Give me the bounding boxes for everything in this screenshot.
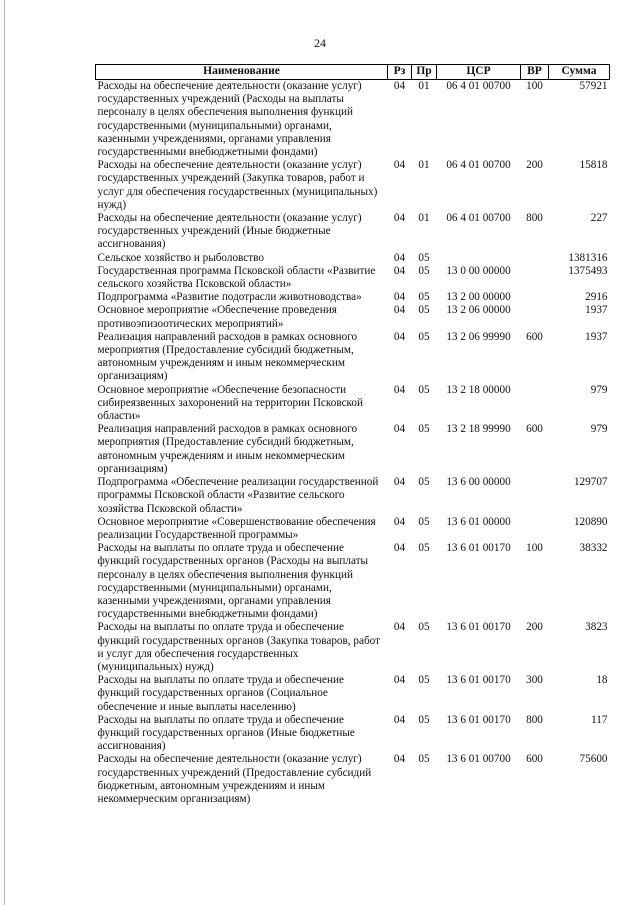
- row-vr: [521, 265, 549, 291]
- header-name: Наименование: [96, 65, 388, 80]
- table-row: [96, 304, 610, 330]
- header-pr: Пр: [412, 65, 437, 80]
- row-csr: 13 2 18 00000: [446, 383, 511, 396]
- row-name: Расходы на обеспечение деятельности (оказание услуг) государственных учреждений (Предоставление субсидий бюджетным, автономным учреждениям и иным некоммерческим организациям): [97, 753, 372, 805]
- row-pr: 05: [418, 674, 430, 687]
- row-rz: 04: [393, 542, 406, 555]
- row-sum: 2916: [585, 291, 608, 304]
- row-name: Расходы на выплаты по оплате труда и обеспечение функций государственных органов (Закупка товаров, работ и услуг для обеспечения государственных (муниципальных) нужд): [97, 621, 380, 673]
- row-sum: 979: [590, 383, 608, 396]
- row-name: Расходы на выплаты по оплате труда и обеспечение функций государственных органов (Социальное обеспечение и иные выплаты населению): [97, 674, 344, 713]
- row-vr: 100: [526, 542, 543, 555]
- row-csr: 13 6 01 00700: [446, 753, 511, 766]
- row-pr: 01: [418, 159, 430, 172]
- table-row: [96, 542, 610, 621]
- row-sum: 227: [590, 212, 608, 225]
- row-name: Подпрограмма «Развитие подотрасли животноводства»: [97, 291, 362, 304]
- row-vr: [521, 384, 549, 424]
- row-pr: 05: [418, 304, 430, 317]
- row-rz: 04: [393, 621, 406, 634]
- row-name: Сельское хозяйство и рыболовство: [97, 251, 264, 264]
- table-row: [96, 212, 610, 252]
- row-name: Реализация направлений расходов в рамках основного мероприятия (Предоставление субсидий бюджетным, автономным учреждениям и иным некоммерческим организациям): [97, 330, 358, 383]
- row-rz: 04: [393, 713, 406, 726]
- row-csr: 13 2 18 99990: [446, 423, 511, 436]
- row-sum: 1937: [585, 330, 608, 343]
- row-name: Основное мероприятие «Обеспечение проведения противоэпизоотических мероприятий»: [97, 304, 337, 330]
- row-pr: 05: [418, 621, 430, 634]
- row-sum: 979: [590, 423, 608, 436]
- row-pr: 05: [418, 753, 430, 766]
- table-row: [96, 476, 610, 516]
- row-rz: 04: [393, 251, 406, 264]
- row-pr: 05: [418, 515, 430, 528]
- table-row: [96, 80, 610, 160]
- row-csr: 13 6 00 00000: [446, 476, 511, 489]
- row-pr: 05: [418, 330, 430, 343]
- header-sum: Сумма: [549, 65, 610, 80]
- header-vr: ВР: [521, 65, 549, 80]
- row-name: Реализация направлений расходов в рамках основного мероприятия (Предоставление субсидий бюджетным, автономным учреждениям и иным некоммерческим организациям): [97, 423, 358, 475]
- table-row: [96, 384, 610, 424]
- table-row: [96, 159, 610, 212]
- row-rz: 04: [393, 264, 406, 277]
- row-vr: [521, 252, 549, 265]
- row-csr: 13 6 01 00170: [446, 713, 511, 726]
- row-rz: 04: [393, 212, 406, 225]
- row-pr: 05: [418, 476, 430, 489]
- row-csr: 13 6 01 00170: [446, 621, 511, 634]
- header-rz: Рз: [388, 65, 412, 80]
- row-csr: [437, 252, 521, 265]
- row-rz: 04: [393, 330, 406, 343]
- table-row: [96, 331, 610, 384]
- row-name: Расходы на выплаты по оплате труда и обеспечение функций государственных органов (Расходы на выплаты персоналу в целях обеспечения выполнения функций государственными (муниципальными) органами, казенными учреждениями, органами управления государственными внебюджетными фондами): [97, 542, 369, 621]
- budget-table: [95, 64, 610, 806]
- row-vr: 600: [526, 423, 543, 436]
- row-rz: 04: [393, 383, 406, 396]
- row-csr: 13 0 00 00000: [446, 264, 511, 277]
- row-csr: 06 4 01 00700: [446, 212, 511, 225]
- row-pr: 01: [418, 212, 430, 225]
- row-pr: 05: [418, 383, 430, 396]
- row-vr: 800: [526, 212, 543, 225]
- row-name: Расходы на обеспечение деятельности (оказание услуг) государственных учреждений (Расходы на выплаты персоналу в целях обеспечения выполнения функций государственными (муниципальными) органами, казенными учреждениями, органами управления государственными внебюджетными фондами): [97, 80, 362, 159]
- scan-edge-line: [4, 0, 5, 905]
- row-vr: 600: [526, 330, 543, 343]
- row-csr: 13 6 01 00170: [446, 674, 511, 687]
- table-row: [96, 252, 610, 265]
- row-vr: [521, 516, 549, 542]
- row-vr: [521, 476, 549, 516]
- row-sum: 57921: [579, 80, 608, 92]
- row-csr: 06 4 01 00700: [446, 159, 511, 172]
- row-csr: 13 2 00 00000: [446, 291, 511, 304]
- row-vr: 200: [526, 621, 543, 634]
- row-name: Расходы на обеспечение деятельности (оказание услуг) государственных учреждений (Иные бюджетные ассигнования): [97, 212, 362, 251]
- row-sum: 120890: [573, 515, 608, 528]
- row-name: Расходы на обеспечение деятельности (оказание услуг) государственных учреждений (Закупка товаров, работ и услуг для обеспечения государственных (муниципальных) нужд): [97, 159, 378, 211]
- row-vr: 600: [526, 753, 543, 766]
- row-vr: 200: [526, 159, 543, 172]
- table-row: [96, 753, 610, 806]
- row-csr: 13 2 06 00000: [446, 304, 511, 317]
- row-rz: 04: [393, 515, 406, 528]
- row-csr: 06 4 01 00700: [446, 80, 511, 92]
- table-row: [96, 265, 610, 291]
- row-pr: 05: [418, 713, 430, 726]
- row-sum: 3823: [585, 621, 608, 634]
- row-rz: 04: [393, 476, 406, 489]
- row-sum: 117: [591, 713, 608, 726]
- row-vr: 100: [526, 80, 543, 92]
- table-row: [96, 291, 610, 304]
- table-row: [96, 674, 610, 714]
- row-vr: [521, 291, 549, 304]
- row-rz: 04: [393, 80, 406, 92]
- row-sum: 1381316: [568, 251, 608, 264]
- table-header-row: [96, 65, 610, 80]
- row-csr: 13 6 01 00000: [446, 515, 511, 528]
- row-sum: 15818: [579, 159, 608, 172]
- row-name: Расходы на выплаты по оплате труда и обеспечение функций государственных органов (Иные бюджетные ассигнования): [97, 713, 355, 753]
- row-pr: 01: [418, 80, 430, 92]
- table-row: [96, 621, 610, 674]
- row-pr: 05: [418, 291, 430, 304]
- row-csr: 13 2 06 99990: [446, 330, 511, 343]
- row-pr: 05: [418, 264, 430, 277]
- row-name: Государственная программа Псковской области «Развитие сельского хозяйства Псковской области»: [97, 264, 376, 291]
- row-name: Основное мероприятие «Обеспечение безопасности сибиреязвенных захоронений на территории Псковской области»: [97, 383, 363, 423]
- table-row: [96, 516, 610, 542]
- row-sum: 1375493: [568, 264, 608, 277]
- row-rz: 04: [393, 423, 406, 436]
- row-rz: 04: [393, 291, 406, 304]
- header-csr: ЦСР: [437, 65, 521, 80]
- row-rz: 04: [393, 304, 406, 317]
- row-name: Основное мероприятие «Совершенствование обеспечения реализации Государственной программы»: [97, 515, 376, 541]
- row-vr: 800: [526, 713, 543, 726]
- row-name: Подпрограмма «Обеспечение реализации государственной программы Псковской области «Развитие сельского хозяйства Псковской области»: [97, 476, 379, 515]
- table-body: [96, 80, 610, 807]
- row-pr: 05: [418, 542, 430, 555]
- row-sum: 75600: [579, 753, 608, 766]
- row-pr: 05: [418, 423, 430, 436]
- row-rz: 04: [393, 159, 406, 172]
- table-row: [96, 423, 610, 476]
- row-pr: 05: [418, 251, 430, 264]
- row-vr: [521, 304, 549, 330]
- row-rz: 04: [393, 753, 406, 766]
- row-rz: 04: [393, 674, 406, 687]
- row-sum: 129707: [573, 476, 608, 489]
- row-csr: 13 6 01 00170: [446, 542, 511, 555]
- row-sum: 1937: [585, 304, 608, 317]
- row-sum: 38332: [579, 542, 608, 555]
- row-vr: 300: [526, 674, 543, 687]
- row-sum: 18: [596, 674, 608, 687]
- table-row: [96, 714, 610, 754]
- page-number: 24: [314, 36, 326, 50]
